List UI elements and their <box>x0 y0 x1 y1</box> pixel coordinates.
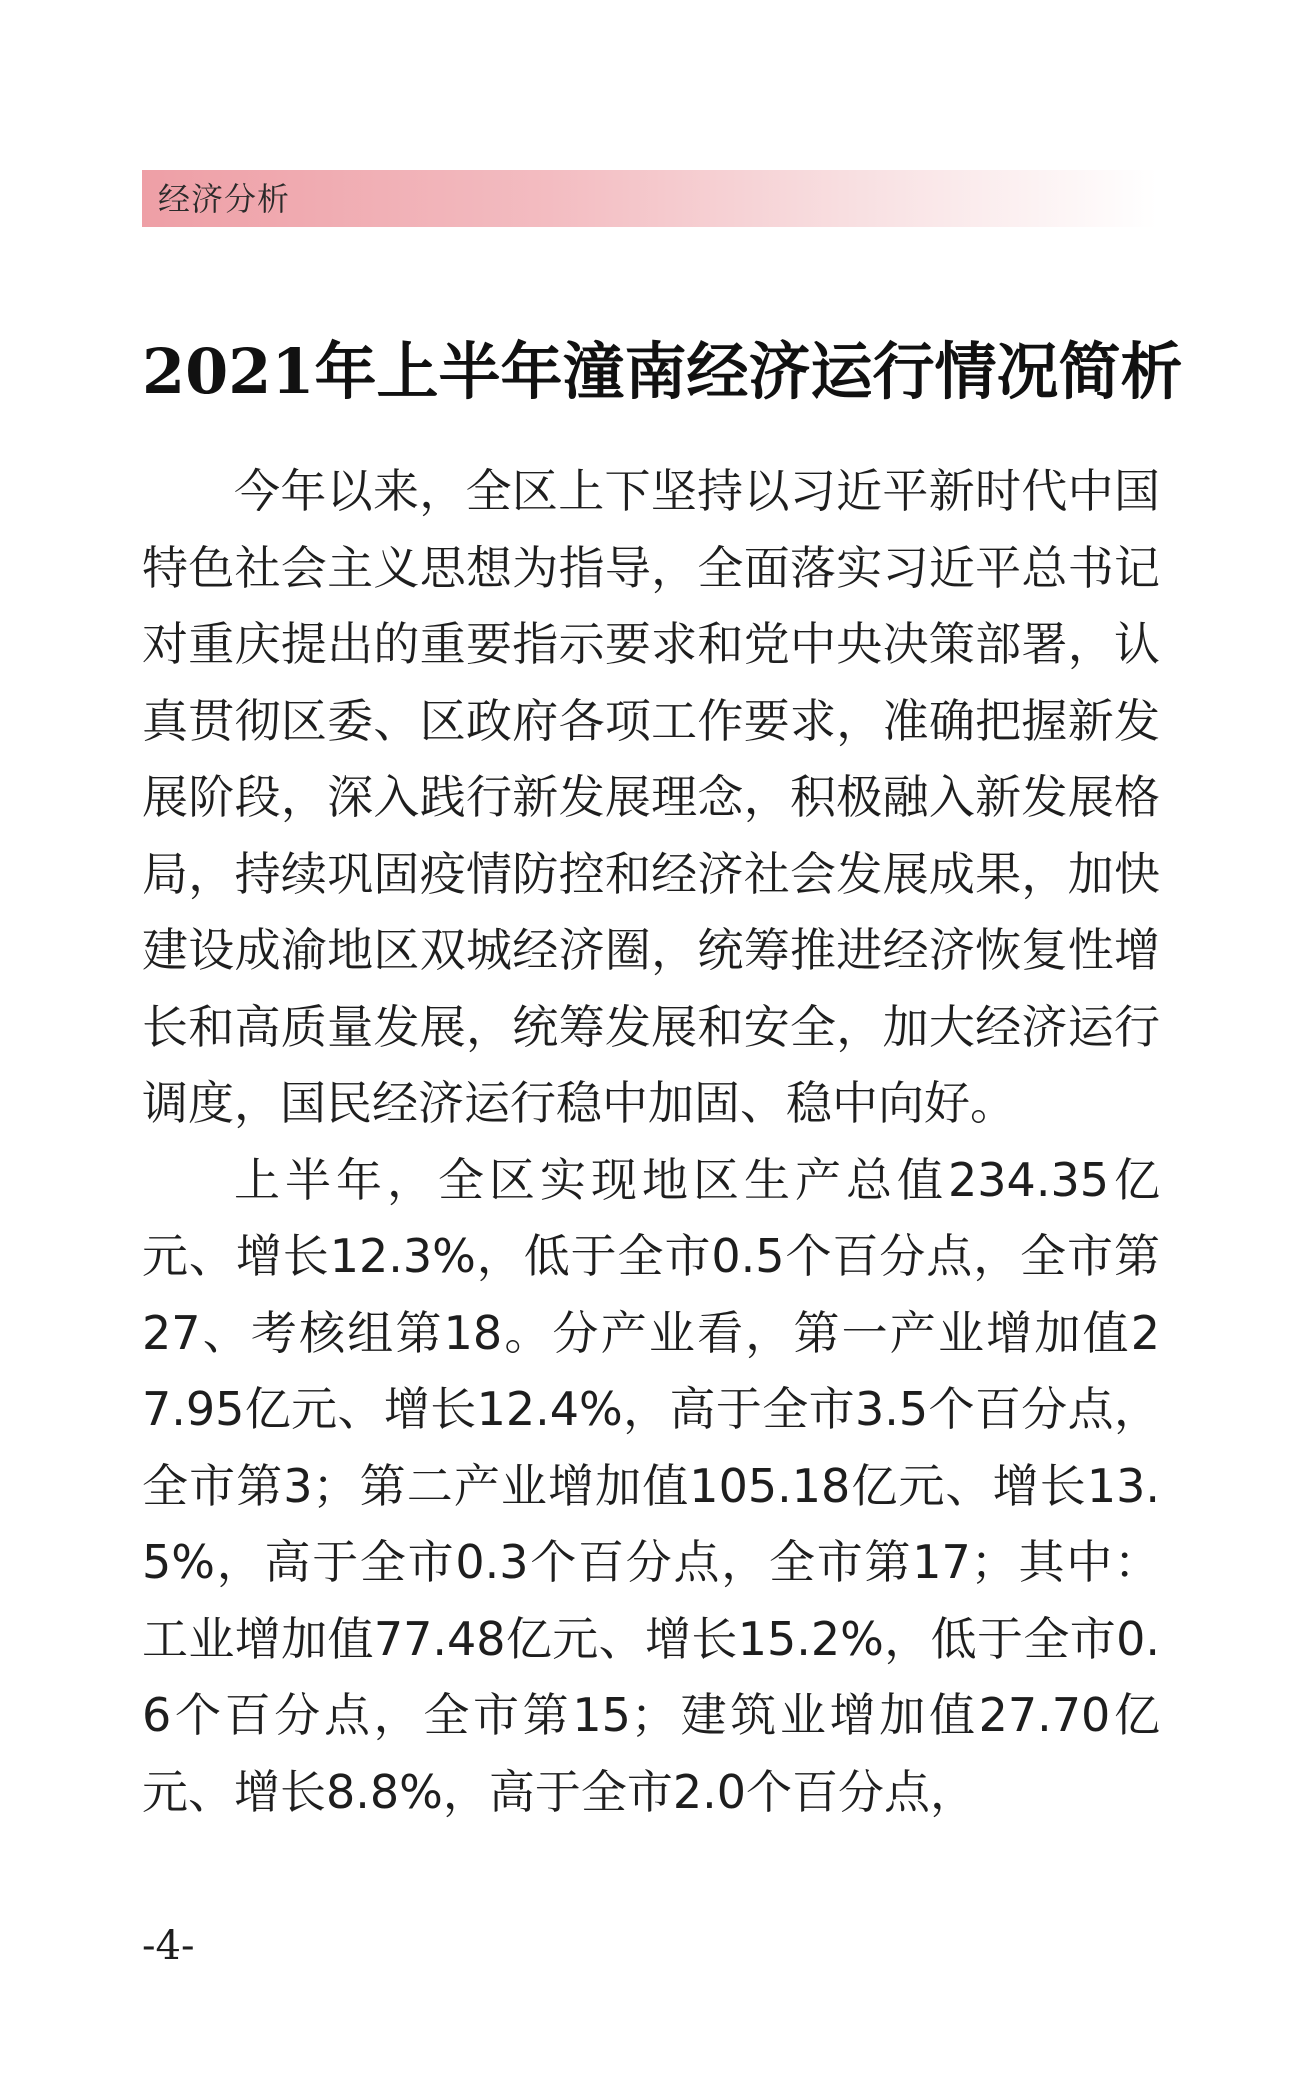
paragraph-intro: 今年以来，全区上下坚持以习近平新时代中国特色社会主义思想为指导，全面落实习近平总书记对重庆提出的重要指示要求和党中央决策部署，认真贯彻区委、区政府各项工作要求，准确把握新发展阶段，深入践行新发展理念，积极融入新发展格局，持续巩固疫情防控和经济社会发展成果，加快建设成渝地区双城经济圈，统筹推进经济恢复性增长和高质量发展，统筹发展和安全，加大经济运行调度，国民经济运行稳中加固、稳中向好。 <box>142 464 1160 1130</box>
article-body <box>142 453 1160 1830</box>
section-label: 经济分析 <box>158 180 291 218</box>
section-header-band <box>142 170 1157 227</box>
paragraph-gdp: 上半年，全区实现地区生产总值234.35亿元、增长12.3%，低于全市0.5个百分点，全市第27、考核组第18。分产业看，第一产业增加值27.95亿元、增长12.4%，高于全市3.5个百分点，全市第3；第二产业增加值105.18亿元、增长13.5%，高于全市0.3个百分点，全市第17；其中：工业增加值77.48亿元、增长15.2%，低于全市0.6个百分点，全市第15；建筑业增加值27.70亿元、增长8.8%，高于全市2.0个百分点， <box>142 1152 1160 1819</box>
article-title: 2021年上半年潼南经济运行情况简析 <box>142 335 1183 408</box>
page-number: -4- <box>142 1923 195 1969</box>
